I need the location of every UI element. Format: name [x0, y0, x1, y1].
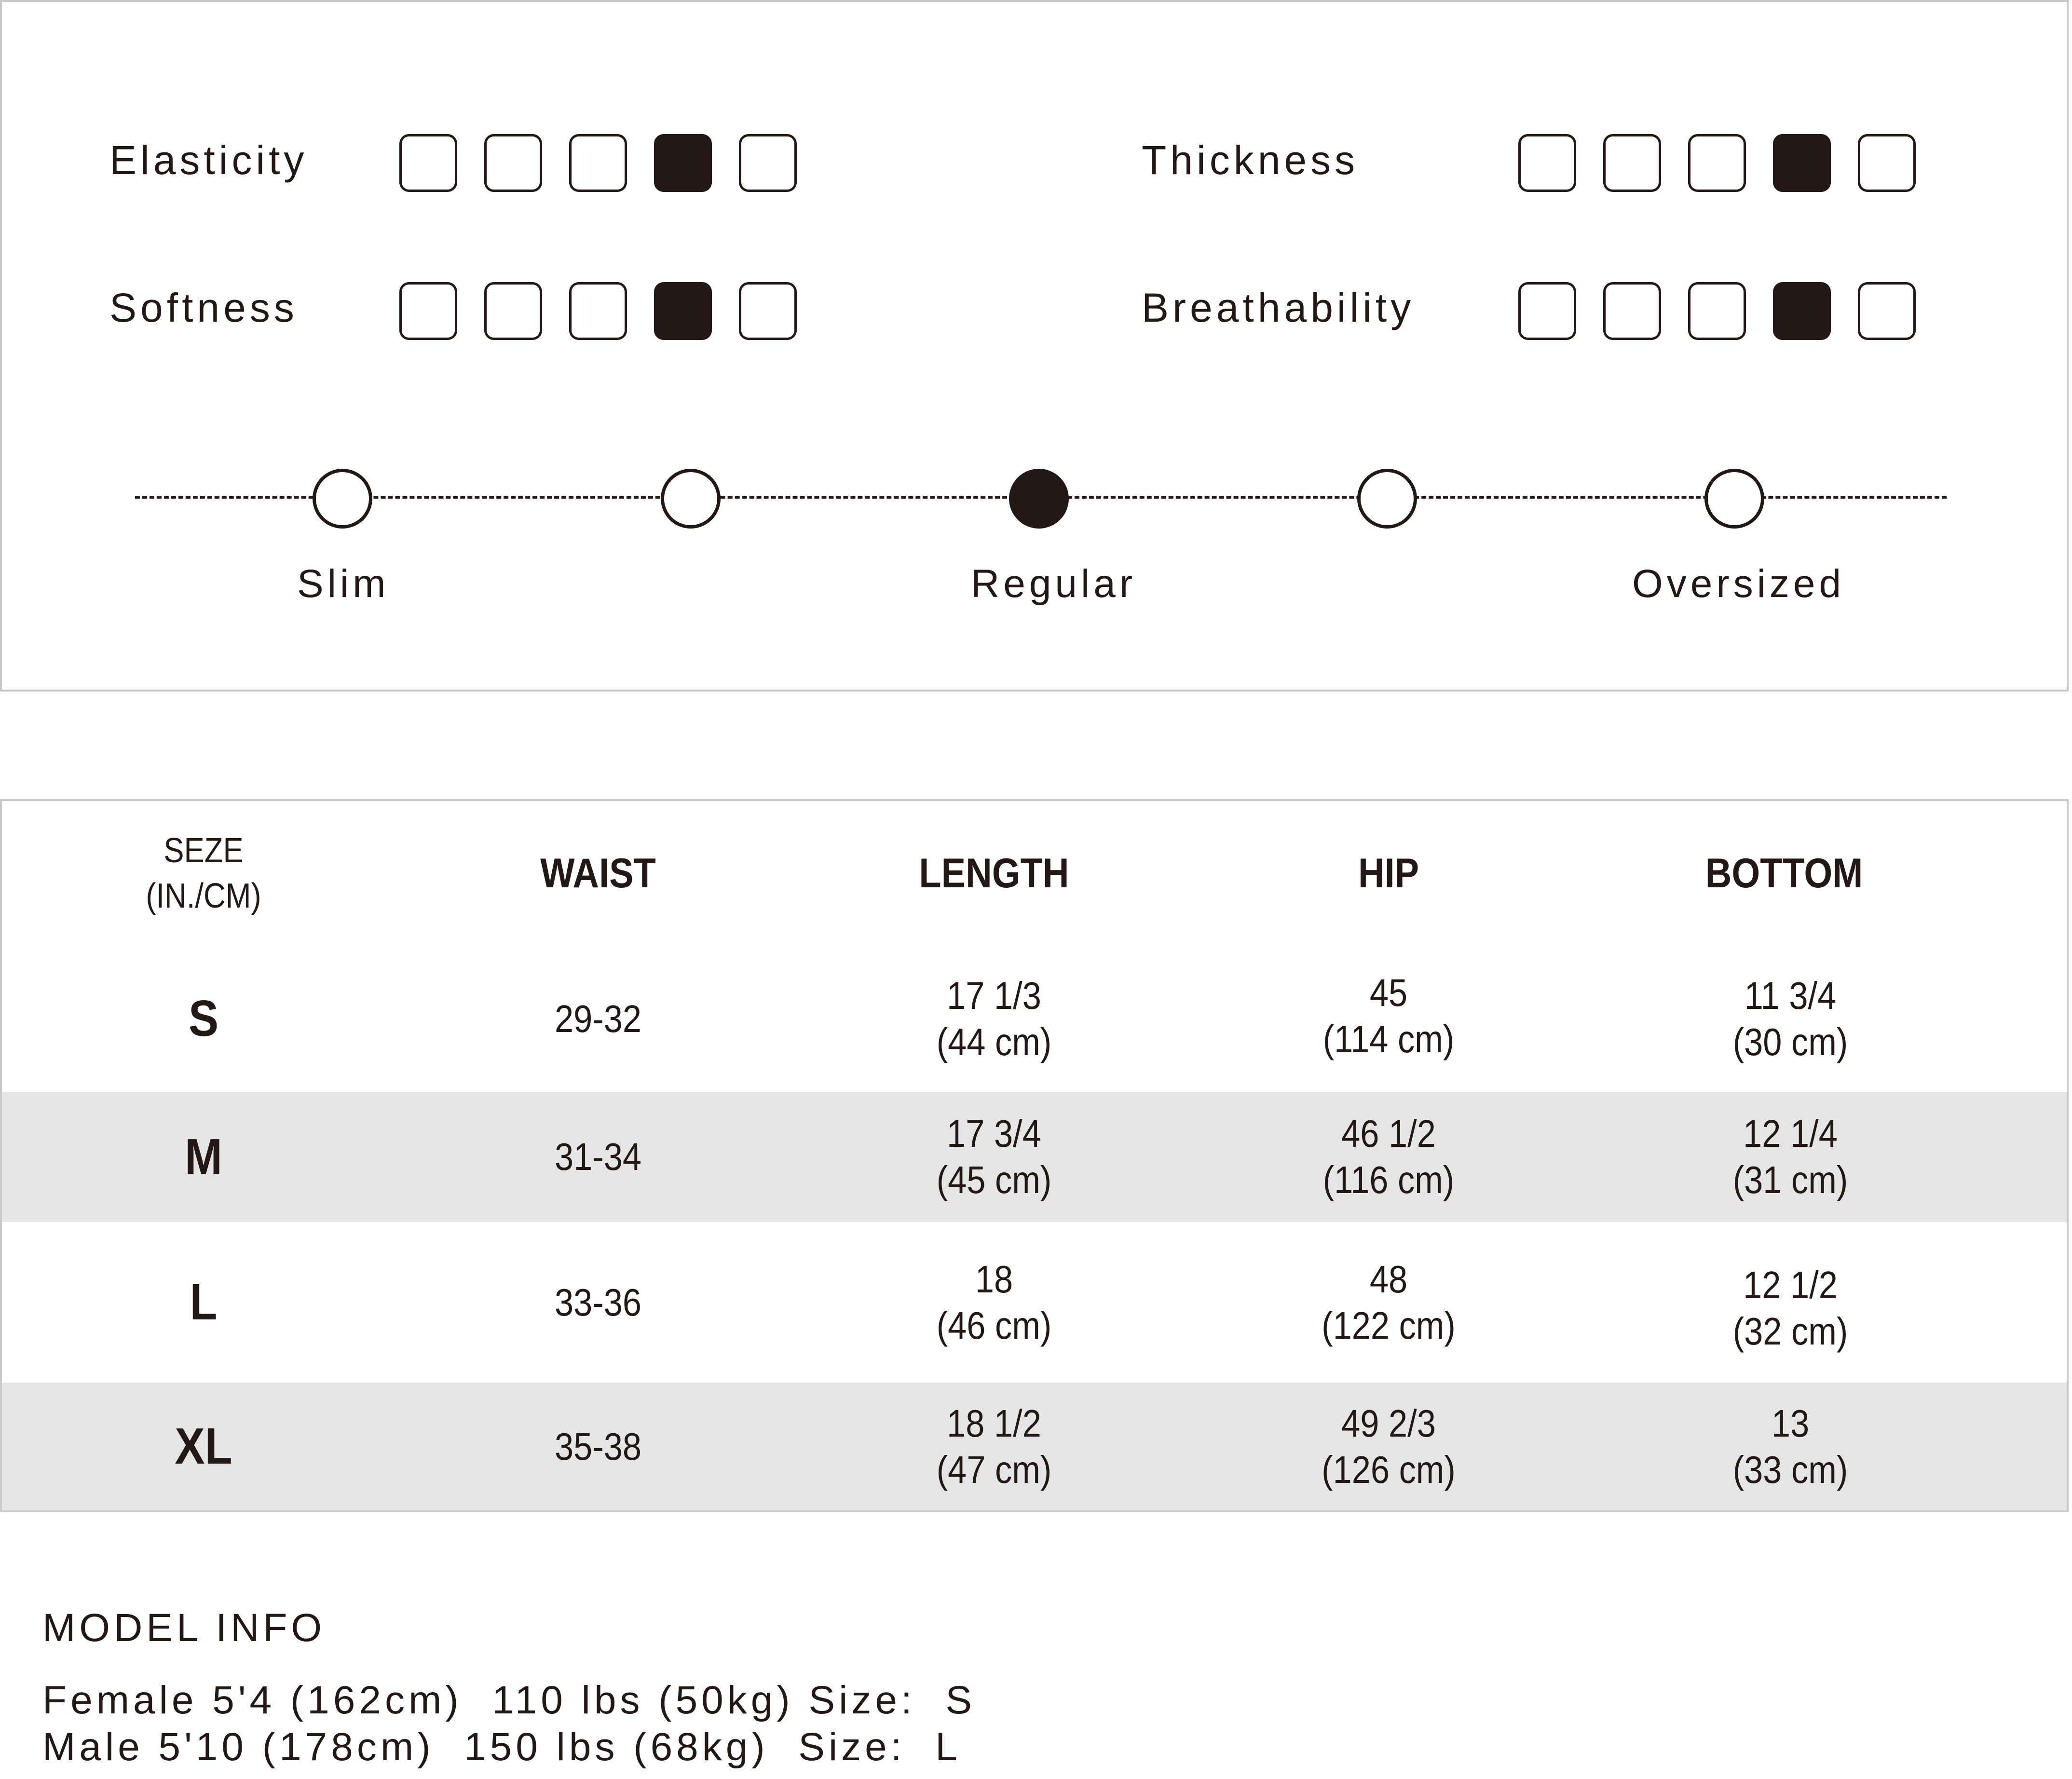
fit-dot-regular-selected [1009, 469, 1069, 529]
model-info-female: Female 5'4 (162cm) 110 lbs (50kg) Size: S [42, 1678, 976, 1722]
bottom-cell [1705, 1222, 1875, 1383]
model-info-title: MODEL INFO [42, 1606, 326, 1650]
table-row [2, 1092, 2067, 1222]
rating-box [1518, 134, 1576, 192]
fit-dot-slim [313, 469, 372, 529]
hip-cm: (116 cm) [1322, 1158, 1455, 1201]
rating-box [1603, 134, 1661, 192]
hip-cm: (126 cm) [1322, 1448, 1456, 1491]
header-length: LENGTH [919, 850, 1069, 896]
header-bottom: BOTTOM [1705, 850, 1863, 896]
rating-box [569, 134, 627, 192]
softness-label: Softness [109, 285, 298, 330]
model-info-section [42, 1606, 976, 1769]
rating-box-filled [654, 282, 712, 340]
waist-cell: 31-34 [554, 1135, 642, 1178]
rating-box [399, 134, 457, 192]
size-cell: M [185, 1128, 222, 1185]
breathability-label: Breathability [1142, 285, 1415, 330]
length-cm: (44 cm) [936, 1020, 1052, 1063]
bottom-cm: (30 cm) [1732, 1020, 1848, 1063]
fit-label-slim: Slim [297, 562, 390, 606]
bottom-cell [1705, 946, 1875, 1092]
header-size [119, 801, 288, 946]
rating-box [1858, 134, 1916, 192]
length-cm: (45 cm) [936, 1158, 1052, 1201]
hip-cm: (114 cm) [1322, 1017, 1455, 1060]
length-inches: 18 [975, 1257, 1013, 1301]
length-cell [909, 1222, 1079, 1383]
bottom-cm: (32 cm) [1732, 1309, 1848, 1353]
hip-cell [1304, 946, 1473, 1092]
size-cell: S [188, 990, 219, 1047]
rating-box [399, 282, 457, 340]
bottom-cell [1705, 1383, 1875, 1510]
hip-inches: 46 1/2 [1341, 1112, 1436, 1155]
elasticity-label: Elasticity [109, 137, 308, 183]
header-size-line2: (IN./CM) [146, 877, 261, 915]
hip-cell [1304, 1383, 1473, 1510]
fit-dot-oversized [1704, 469, 1764, 529]
rating-box [484, 134, 542, 192]
length-cell [909, 1383, 1079, 1510]
fit-label-regular: Regular [971, 562, 1137, 606]
waist-cell: 35-38 [554, 1425, 642, 1468]
bottom-cm: (33 cm) [1732, 1448, 1848, 1491]
table-header-row [2, 801, 2067, 946]
rating-box [569, 282, 627, 340]
rating-box-filled [1773, 282, 1831, 340]
rating-box [739, 282, 797, 340]
bottom-inches: 11 3/4 [1744, 974, 1837, 1017]
rating-box [484, 282, 542, 340]
hip-cm: (122 cm) [1322, 1304, 1456, 1347]
length-cm: (47 cm) [936, 1448, 1052, 1491]
length-inches: 18 1/2 [947, 1401, 1041, 1445]
header-hip: HIP [1358, 850, 1419, 896]
fit-dot [661, 469, 721, 529]
rating-box [1518, 282, 1576, 340]
bottom-cell [1705, 1092, 1875, 1222]
hip-inches: 49 2/3 [1341, 1401, 1436, 1445]
size-cell: L [190, 1274, 218, 1331]
length-cell [909, 1092, 1079, 1222]
size-cell: XL [175, 1418, 232, 1475]
hip-cell [1304, 1222, 1473, 1383]
waist-cell: 33-36 [554, 1280, 642, 1324]
rating-box [1688, 282, 1746, 340]
rating-box-filled [654, 134, 712, 192]
bottom-inches: 12 1/4 [1743, 1112, 1838, 1155]
length-cm: (46 cm) [936, 1304, 1052, 1347]
length-cell [909, 946, 1079, 1092]
hip-inches: 45 [1369, 971, 1408, 1014]
waist-cell: 29-32 [554, 997, 642, 1040]
rating-box [1858, 282, 1916, 340]
model-info-male: Male 5'10 (178cm) 150 lbs (68kg) Size: L [42, 1725, 961, 1769]
hip-inches: 48 [1369, 1257, 1408, 1301]
fit-label-oversized: Oversized [1632, 562, 1845, 606]
header-size-line1: SEZE [164, 831, 244, 870]
thickness-label: Thickness [1142, 137, 1359, 183]
header-waist: WAIST [540, 850, 656, 896]
fit-dot [1357, 469, 1417, 529]
bottom-inches: 12 1/2 [1743, 1263, 1838, 1306]
rating-box [1688, 134, 1746, 192]
table-row [2, 1222, 2067, 1383]
rating-box-filled [1773, 134, 1831, 192]
bottom-inches: 13 [1771, 1401, 1810, 1445]
table-row [2, 946, 2067, 1092]
rating-box [739, 134, 797, 192]
hip-cell [1304, 1092, 1473, 1222]
table-row [2, 1383, 2067, 1510]
fabric-attributes-panel [0, 0, 2069, 692]
bottom-cm: (31 cm) [1732, 1158, 1848, 1201]
rating-box [1603, 282, 1661, 340]
length-inches: 17 1/3 [947, 974, 1041, 1017]
size-chart-table [0, 799, 2069, 1512]
length-inches: 17 3/4 [947, 1112, 1041, 1155]
